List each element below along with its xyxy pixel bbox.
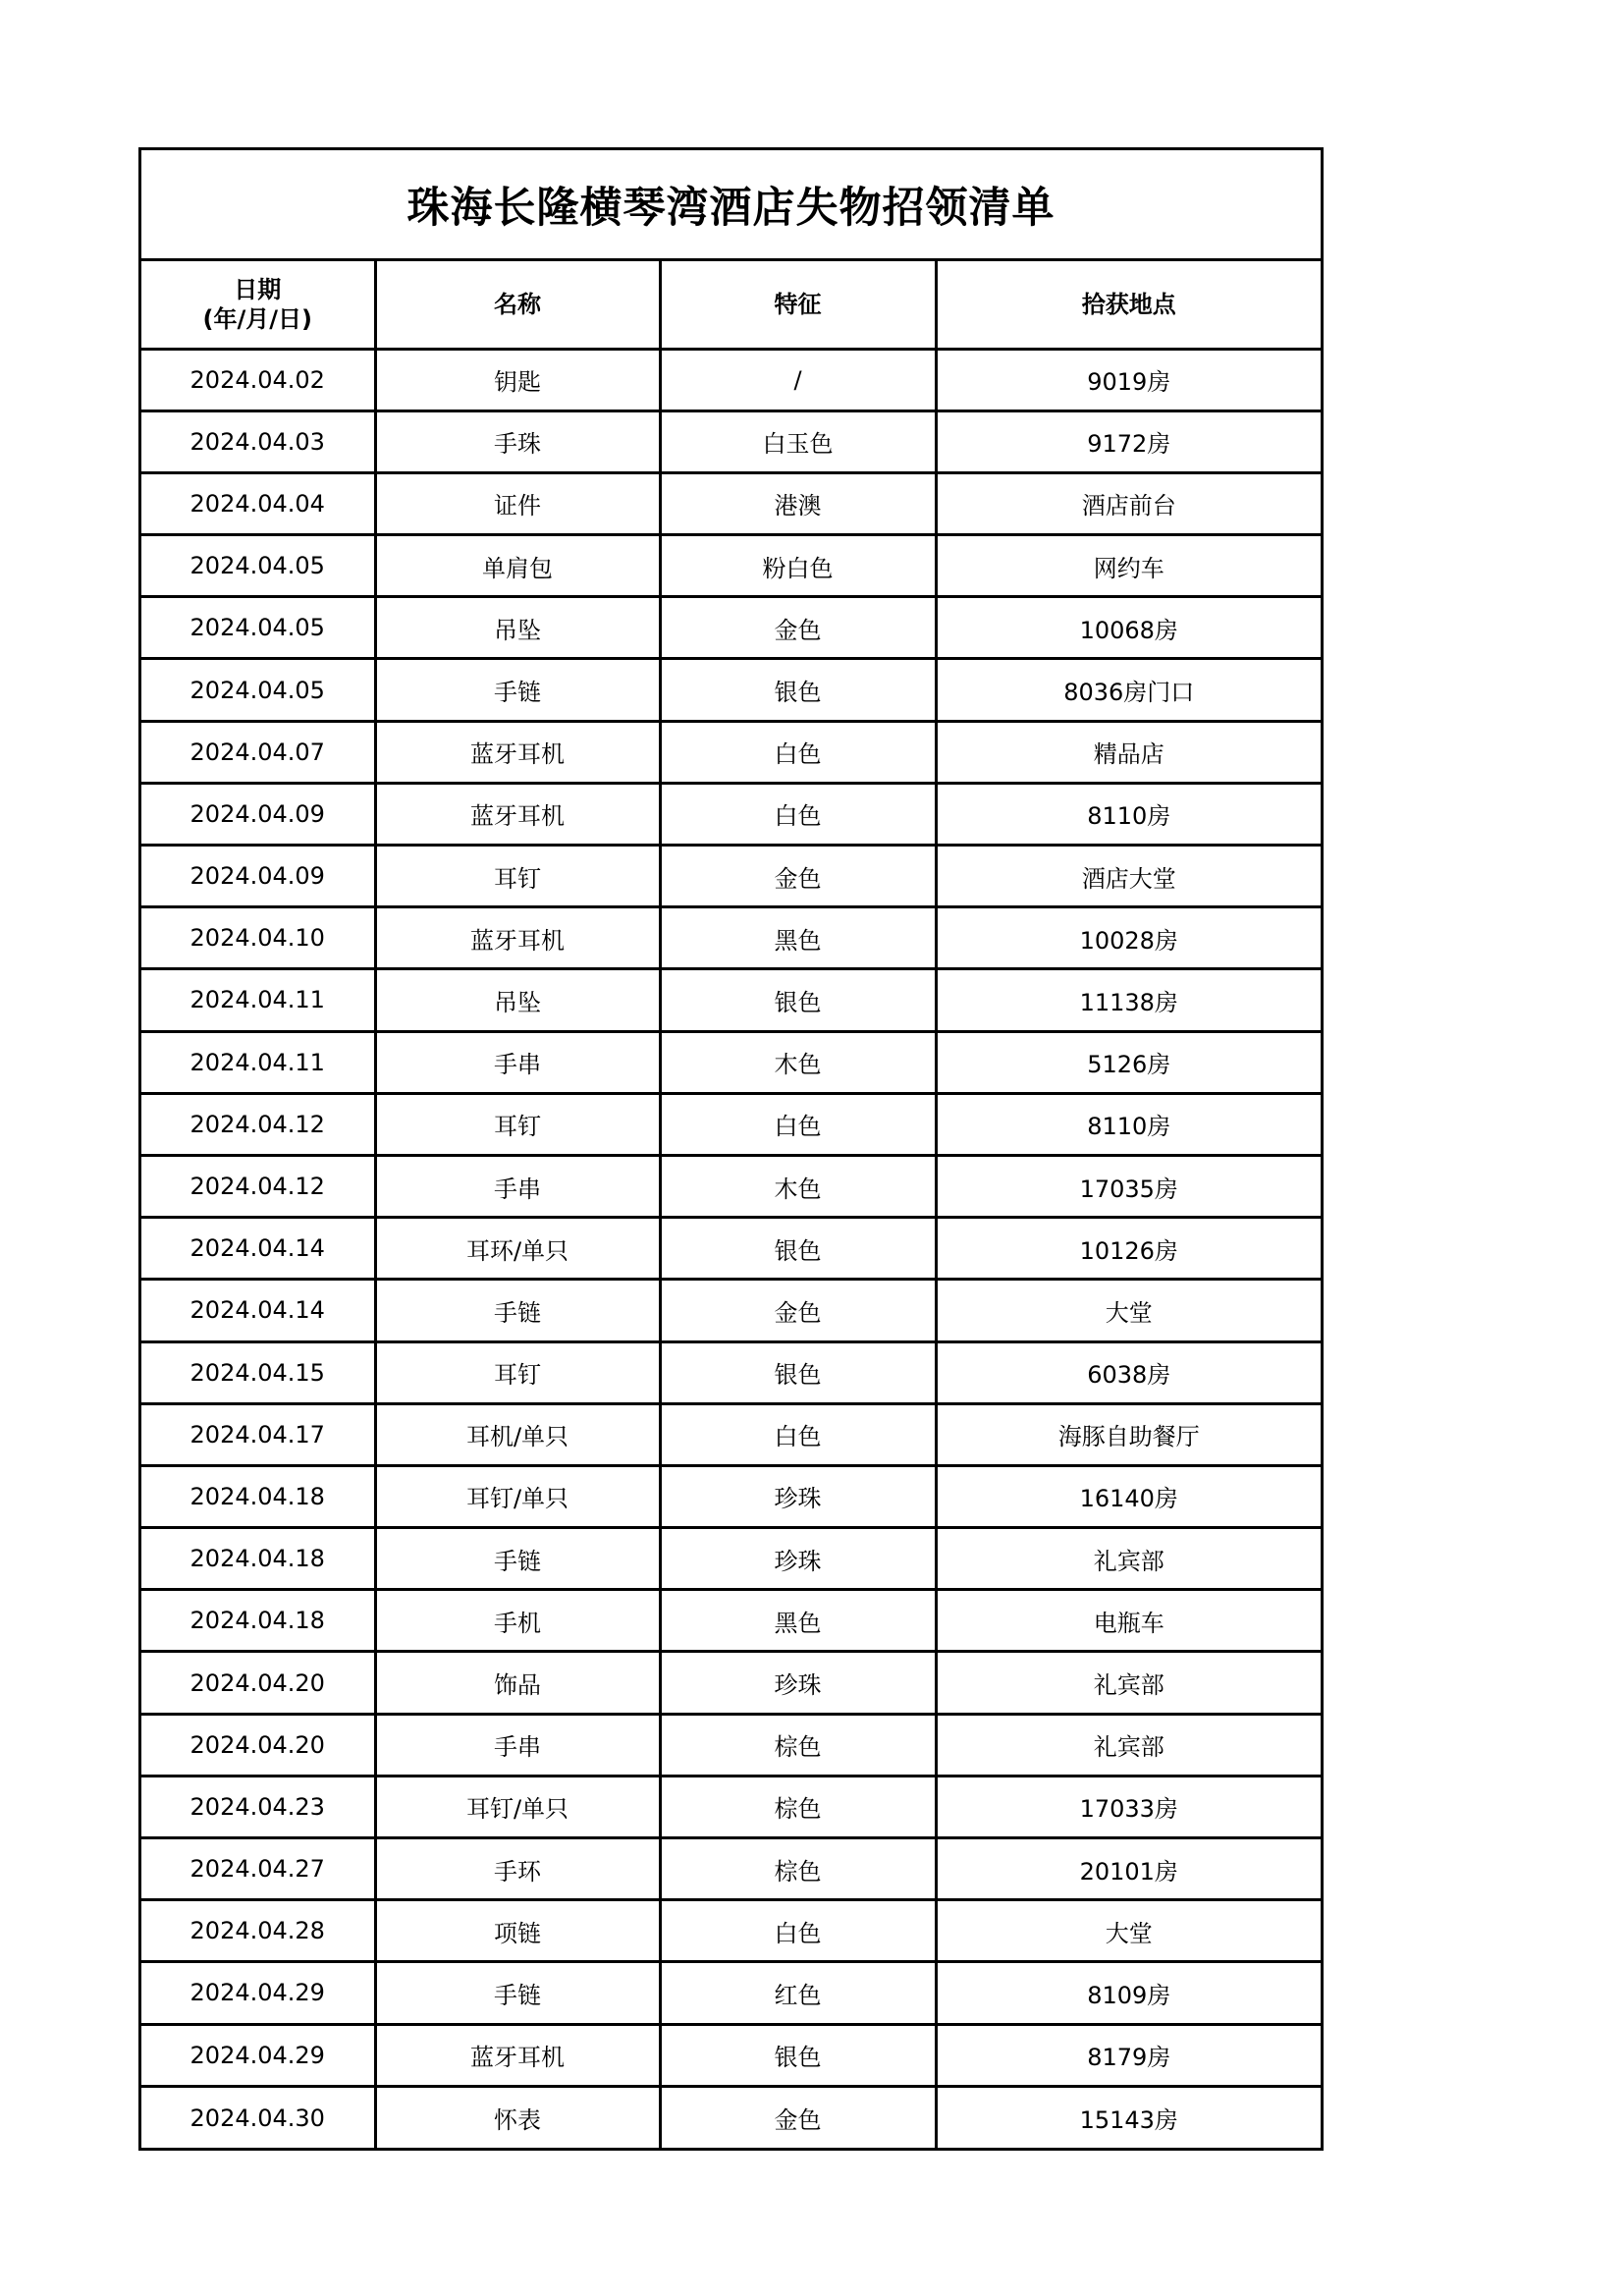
cell-name: 项链 — [375, 1900, 660, 1962]
cell-feature: 红色 — [660, 1962, 936, 2024]
table-row — [141, 1031, 1321, 1093]
cell-date: 2024.04.30 — [141, 2086, 375, 2148]
cell-location: 8110房 — [936, 783, 1321, 845]
cell-location: 礼宾部 — [936, 1652, 1321, 1714]
cell-feature: 金色 — [660, 1280, 936, 1341]
cell-name: 怀表 — [375, 2086, 660, 2148]
cell-location: 电瓶车 — [936, 1590, 1321, 1652]
cell-name: 蓝牙耳机 — [375, 2024, 660, 2086]
cell-date: 2024.04.14 — [141, 1280, 375, 1341]
cell-feature: 银色 — [660, 659, 936, 721]
cell-name: 手串 — [375, 1714, 660, 1776]
cell-feature: 银色 — [660, 1218, 936, 1280]
cell-location: 酒店大堂 — [936, 846, 1321, 907]
cell-name: 手机 — [375, 1590, 660, 1652]
cell-feature: 金色 — [660, 846, 936, 907]
cell-location: 礼宾部 — [936, 1714, 1321, 1776]
cell-name: 蓝牙耳机 — [375, 721, 660, 783]
table-body — [141, 349, 1321, 2148]
table-row — [141, 1403, 1321, 1465]
cell-date: 2024.04.28 — [141, 1900, 375, 1962]
cell-feature: 粉白色 — [660, 535, 936, 597]
cell-feature: 金色 — [660, 597, 936, 659]
cell-date: 2024.04.12 — [141, 1155, 375, 1217]
table-row — [141, 1590, 1321, 1652]
cell-name: 手串 — [375, 1031, 660, 1093]
cell-location: 15143房 — [1079, 2106, 1178, 2135]
cell-name: 耳环/单只 — [375, 1218, 660, 1280]
cell-feature: 银色 — [660, 1341, 936, 1403]
table-row — [141, 1528, 1321, 1590]
cell-feature: 棕色 — [660, 1714, 936, 1776]
cell-date: 2024.04.02 — [141, 349, 375, 410]
cell-feature: 棕色 — [660, 1776, 936, 1837]
cell-location: 17035房 — [936, 1155, 1321, 1217]
cell-name: 耳钉 — [375, 846, 660, 907]
cell-name: 耳钉 — [375, 1341, 660, 1403]
table-row — [141, 1218, 1321, 1280]
cell-name: 手链 — [375, 659, 660, 721]
table-row — [141, 907, 1321, 969]
table-row — [141, 472, 1321, 534]
cell-feature: 白色 — [660, 1403, 936, 1465]
cell-name: 耳钉 — [375, 1093, 660, 1155]
header-location: 拾获地点 — [936, 261, 1321, 349]
cell-location: 网约车 — [936, 535, 1321, 597]
cell-location: 9019房 — [936, 349, 1321, 410]
table-row — [141, 1962, 1321, 2024]
table-row — [141, 2024, 1321, 2086]
cell-name: 手链 — [375, 1528, 660, 1590]
cell-name: 手珠 — [375, 410, 660, 472]
cell-feature: 金色 — [660, 2086, 936, 2148]
cell-feature: 珍珠 — [660, 1652, 936, 1714]
page-title: 珠海长隆横琴湾酒店失物招领清单 — [406, 183, 1056, 233]
cell-date: 2024.04.04 — [141, 472, 375, 534]
cell-date: 2024.04.11 — [141, 969, 375, 1031]
cell-date: 2024.04.05 — [141, 659, 375, 721]
cell-date: 2024.04.10 — [141, 907, 375, 969]
cell-date: 2024.04.17 — [141, 1403, 375, 1465]
cell-location: 11138房 — [936, 969, 1321, 1031]
cell-location: 10068房 — [936, 597, 1321, 659]
table-row — [141, 410, 1321, 472]
cell-location: 精品店 — [936, 721, 1321, 783]
cell-feature: 港澳 — [660, 472, 936, 534]
cell-location: 16140房 — [936, 1465, 1321, 1527]
cell-date: 2024.04.18 — [141, 1465, 375, 1527]
cell-name: 手串 — [375, 1155, 660, 1217]
cell-name: 证件 — [375, 472, 660, 534]
table-row — [141, 1341, 1321, 1403]
cell-feature: 木色 — [660, 1155, 936, 1217]
cell-name: 蓝牙耳机 — [375, 907, 660, 969]
cell-location: 8110房 — [936, 1093, 1321, 1155]
cell-date: 2024.04.09 — [141, 846, 375, 907]
table-row — [141, 1465, 1321, 1527]
cell-feature: 珍珠 — [660, 1465, 936, 1527]
table-row — [141, 721, 1321, 783]
title-row — [141, 150, 1321, 261]
cell-feature: 珍珠 — [660, 1528, 936, 1590]
cell-location: 20101房 — [936, 1838, 1321, 1900]
cell-feature: 黑色 — [660, 1590, 936, 1652]
cell-name: 单肩包 — [375, 535, 660, 597]
cell-location: 17033房 — [936, 1776, 1321, 1837]
cell-date: 2024.04.18 — [141, 1590, 375, 1652]
cell-feature: 棕色 — [660, 1838, 936, 1900]
table-row — [141, 846, 1321, 907]
table-row — [141, 597, 1321, 659]
table-row — [141, 535, 1321, 597]
table-row — [141, 2086, 1321, 2148]
header-date-format: (年/月/日) — [202, 304, 312, 333]
cell-location: 海豚自助餐厅 — [936, 1403, 1321, 1465]
cell-feature: 白色 — [660, 1093, 936, 1155]
cell-location: 酒店前台 — [936, 472, 1321, 534]
cell-feature: 银色 — [660, 969, 936, 1031]
table-row — [141, 1652, 1321, 1714]
cell-feature: 木色 — [660, 1031, 936, 1093]
cell-location: 8109房 — [936, 1962, 1321, 2024]
header-date — [141, 261, 375, 349]
cell-date: 2024.04.11 — [141, 1031, 375, 1093]
cell-feature: 白玉色 — [660, 410, 936, 472]
cell-date: 2024.04.29 — [141, 1962, 375, 2024]
table-row — [141, 659, 1321, 721]
cell-date: 2024.04.05 — [141, 597, 375, 659]
table-row — [141, 1714, 1321, 1776]
table-row — [141, 969, 1321, 1031]
cell-date: 2024.04.07 — [141, 721, 375, 783]
cell-location: 10126房 — [936, 1218, 1321, 1280]
cell-date: 2024.04.12 — [141, 1093, 375, 1155]
table-row — [141, 1838, 1321, 1900]
cell-name: 饰品 — [375, 1652, 660, 1714]
cell-feature: / — [660, 349, 936, 410]
header-name: 名称 — [375, 261, 660, 349]
cell-date: 2024.04.23 — [141, 1776, 375, 1837]
cell-name: 手链 — [375, 1280, 660, 1341]
cell-date: 2024.04.20 — [141, 1652, 375, 1714]
lost-and-found-sheet — [138, 147, 1324, 2151]
cell-name: 手链 — [375, 1962, 660, 2024]
cell-date: 2024.04.15 — [141, 1341, 375, 1403]
header-date-label: 日期 — [234, 275, 282, 303]
cell-date: 2024.04.09 — [141, 783, 375, 845]
cell-name: 吊坠 — [375, 597, 660, 659]
cell-date: 2024.04.03 — [141, 410, 375, 472]
table-row — [141, 349, 1321, 410]
cell-location: 8036房门口 — [936, 659, 1321, 721]
cell-date: 2024.04.14 — [141, 1218, 375, 1280]
cell-feature: 白色 — [660, 1900, 936, 1962]
cell-name: 手环 — [375, 1838, 660, 1900]
cell-date: 2024.04.27 — [141, 1838, 375, 1900]
table-row — [141, 1776, 1321, 1837]
table-header-row — [141, 261, 1321, 349]
cell-location: 9172房 — [936, 410, 1321, 472]
cell-feature: 白色 — [660, 783, 936, 845]
header-feature: 特征 — [660, 261, 936, 349]
cell-location: 大堂 — [936, 1900, 1321, 1962]
cell-date: 2024.04.29 — [141, 2024, 375, 2086]
cell-name: 吊坠 — [375, 969, 660, 1031]
cell-feature: 黑色 — [660, 907, 936, 969]
cell-location: 8179房 — [936, 2024, 1321, 2086]
cell-name: 耳钉/单只 — [375, 1776, 660, 1837]
cell-location: 6038房 — [936, 1341, 1321, 1403]
cell-name: 耳机/单只 — [375, 1403, 660, 1465]
table-row — [141, 1900, 1321, 1962]
lost-items-table — [141, 261, 1321, 2148]
cell-name: 耳钉/单只 — [375, 1465, 660, 1527]
cell-location: 10028房 — [936, 907, 1321, 969]
table-row — [141, 1280, 1321, 1341]
cell-feature: 白色 — [660, 721, 936, 783]
table-row — [141, 1093, 1321, 1155]
cell-feature: 银色 — [660, 2024, 936, 2086]
cell-location: 5126房 — [936, 1031, 1321, 1093]
cell-date: 2024.04.05 — [141, 535, 375, 597]
table-row — [141, 1155, 1321, 1217]
cell-name: 蓝牙耳机 — [375, 783, 660, 845]
cell-date: 2024.04.18 — [141, 1528, 375, 1590]
cell-location: 礼宾部 — [936, 1528, 1321, 1590]
cell-name: 钥匙 — [375, 349, 660, 410]
table-row — [141, 783, 1321, 845]
cell-date: 2024.04.20 — [141, 1714, 375, 1776]
cell-location: 大堂 — [936, 1280, 1321, 1341]
